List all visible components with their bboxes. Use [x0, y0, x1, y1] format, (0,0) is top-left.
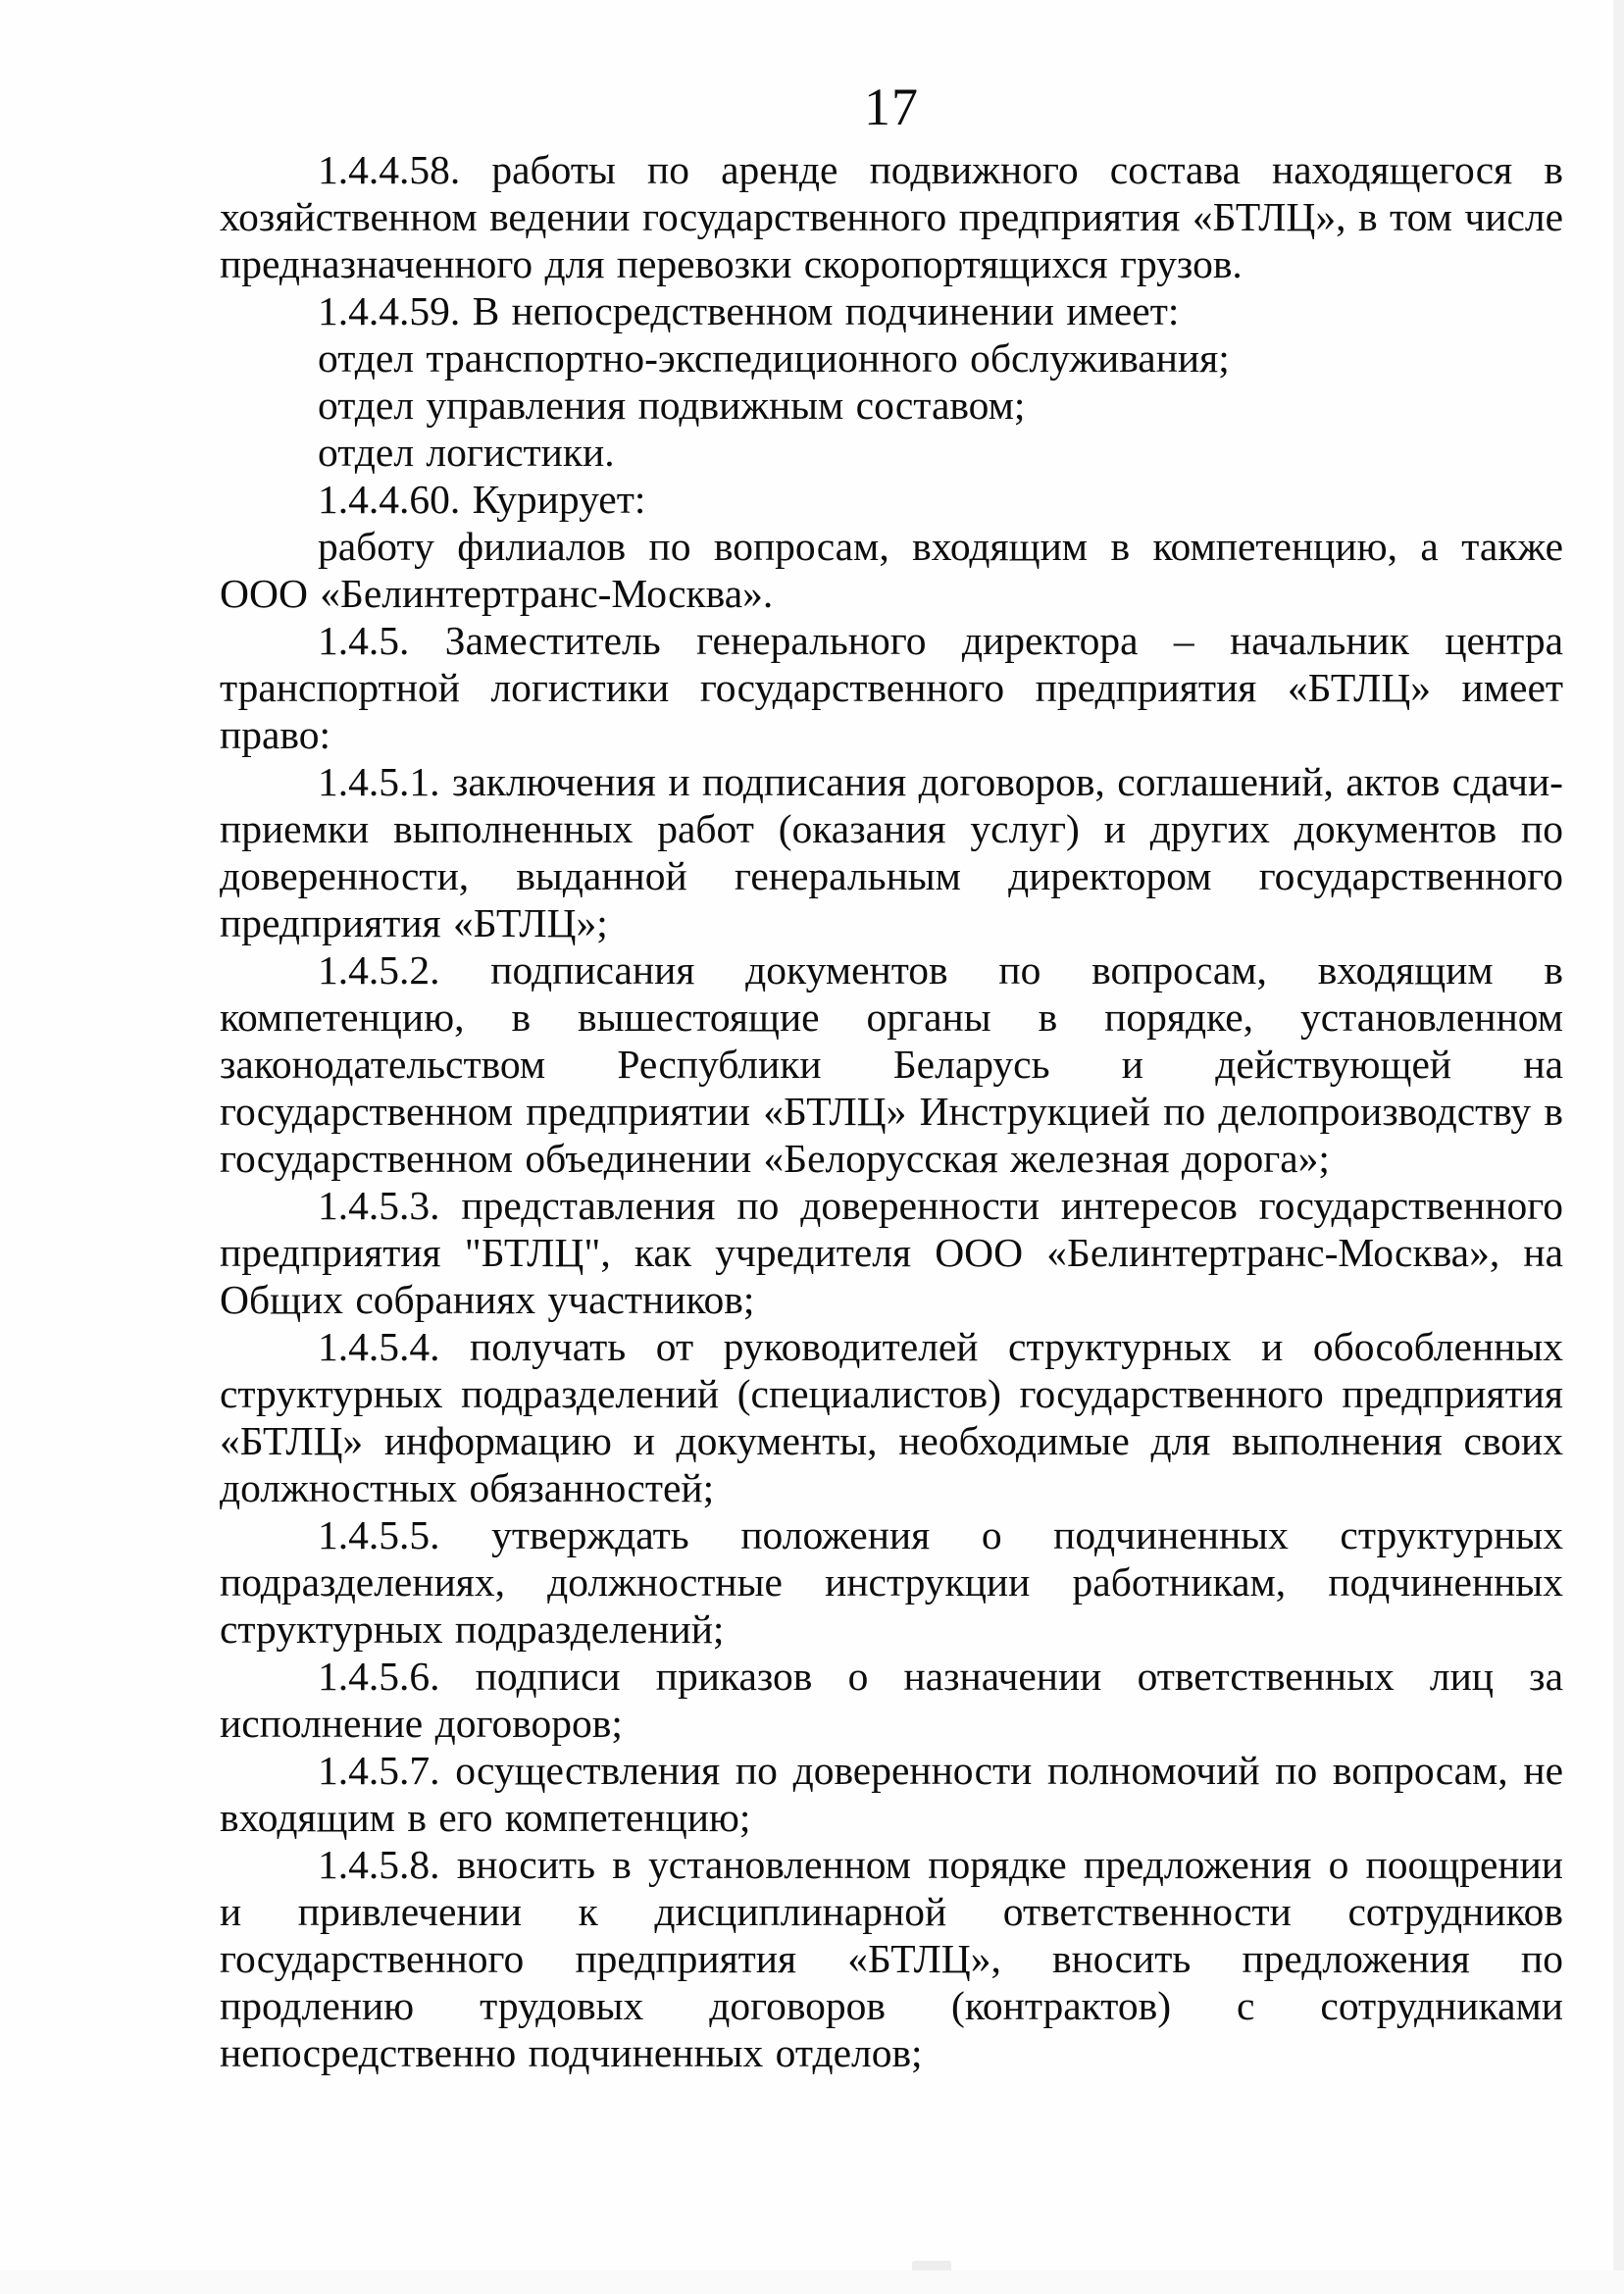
paragraph-1-4-5-8: 1.4.5.8. вносить в установленном порядке предложения о поощрении и привлечении к дисциплинарной ответственности сотрудников государственного предприятия «БТЛЦ», вносить предложения по продлению трудовых договоров (контрактов) с сотрудниками непосредственно подчиненных отделов; [220, 1842, 1563, 2075]
scan-edge-artifact-right [1613, 0, 1624, 2294]
paragraph-1-4-5: 1.4.5. Заместитель генерального директора – начальник центра транспортной логистики государственного предприятия «БТЛЦ» имеет право: [220, 618, 1563, 757]
paragraph-curates-branches: работу филиалов по вопросам, входящим в компетенцию, а также ООО «Белинтертранс-Москва». [220, 524, 1563, 616]
paragraph-1-4-5-7: 1.4.5.7. осуществления по доверенности полномочий по вопросам, не входящим в его компетенцию; [220, 1748, 1563, 1840]
paragraph-1-4-4-58: 1.4.4.58. работы по аренде подвижного состава находящегося в хозяйственном ведении государственного предприятия «БТЛЦ», в том числе предназначенного для перевозки скоропортящихся грузов. [220, 147, 1563, 286]
paragraph-1-4-5-2: 1.4.5.2. подписания документов по вопросам, входящим в компетенцию, в вышестоящие органы в порядке, установленном законодательством Республики Беларусь и действующей на государственном предприятии «БТЛЦ» Инструкцией по делопроизводству в государственном объединении «Белорусская железная дорога»; [220, 947, 1563, 1181]
paragraph-1-4-5-5: 1.4.5.5. утверждать положения о подчиненных структурных подразделениях, должностные инструкции работникам, подчиненных структурных подразделений; [220, 1512, 1563, 1652]
scan-strip-artifact-bottom [0, 2270, 1624, 2294]
paragraph-1-4-4-60: 1.4.4.60. Курирует: [318, 477, 646, 522]
list-item-department-logistics: отдел логистики. [318, 430, 615, 475]
paragraph-1-4-5-4: 1.4.5.4. получать от руководителей структурных и обособленных структурных подразделений (специалистов) государственного предприятия «БТЛЦ» информацию и документы, необходимые для выполнения своих должностных обязанностей; [220, 1324, 1563, 1510]
list-item-department-forwarding: отдел транспортно-экспедиционного обслуживания; [318, 335, 1230, 381]
page-number: 17 [864, 77, 919, 136]
paragraph-1-4-4-59: 1.4.4.59. В непосредственном подчинении имеет: [318, 288, 1180, 333]
document-text-block [220, 146, 1563, 2076]
paragraph-1-4-5-1: 1.4.5.1. заключения и подписания договоров, соглашений, актов сдачи-приемки выполненных работ (оказания услуг) и других документов по доверенности, выданной генеральным директором государственного предприятия «БТЛЦ»; [220, 759, 1563, 945]
paragraph-1-4-5-3: 1.4.5.3. представления по доверенности интересов государственного предприятия "БТЛЦ", как учредителя ООО «Белинтертранс-Москва», на Общих собраниях участников; [220, 1183, 1563, 1322]
paragraph-1-4-5-6: 1.4.5.6. подписи приказов о назначении ответственных лиц за исполнение договоров; [220, 1654, 1563, 1746]
list-item-department-rolling-stock: отдел управления подвижным составом; [318, 382, 1026, 428]
